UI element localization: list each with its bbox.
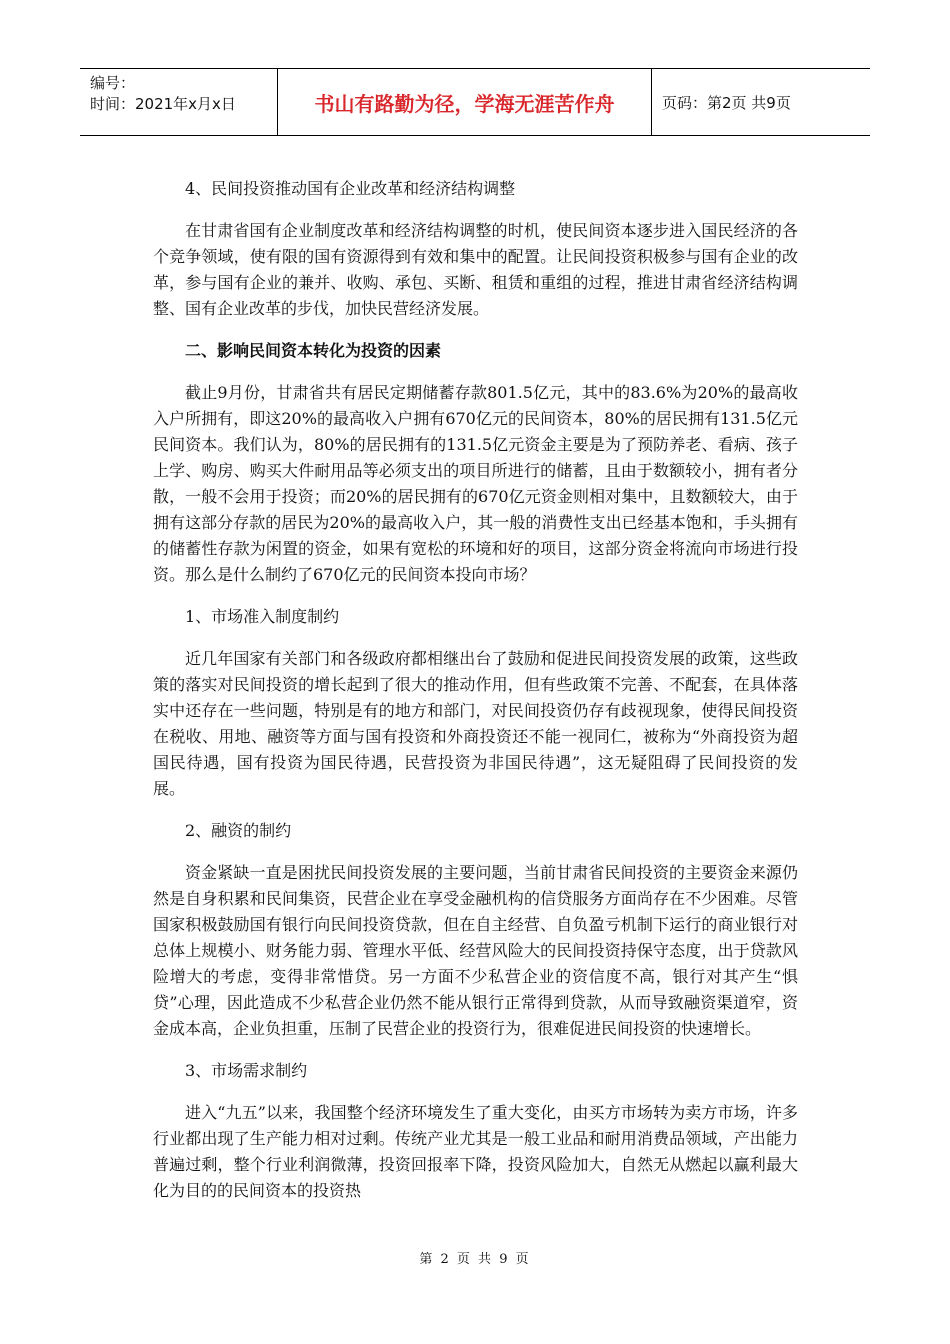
document-number-label: 编号： (90, 74, 136, 92)
subheading-2: 2、融资的制约 (185, 821, 292, 840)
page-footer: 第 2 页 共 9 页 (419, 1252, 531, 1267)
header-meta (80, 69, 278, 135)
paragraph-intro: 截止9月份，甘肃省共有居民定期储蓄存款801.5亿元，其中的83.6%为20%的最高收入户所拥有，即这20%的最高收入户拥有670亿元的民间资本，80%的居民拥有131.5亿元民间资本。我们认为，80%的居民拥有的131.5亿元资金主要是为了预防养老、看病、孩子上学、购房、购买大件耐用品等必须支出的项目所进行的储蓄，且由于数额较小，拥有者分散，一般不会用于投资；而20%的居民拥有的670亿元资金则相对集中，且数额较大，由于拥有这部分存款的居民为20%的最高收入户，其一般的消费性支出已经基本饱和，手头拥有的储蓄性存款为闲置的资金，如果有宽松的环境和好的项目，这部分资金将流向市场进行投资。那么是什么制约了670亿元的民间资本投向市场？ (153, 383, 798, 584)
section-heading-2: 二、影响民间资本转化为投资的因素 (185, 341, 442, 360)
header-motto: 书山有路勤为径，学海无涯苦作舟 (278, 69, 652, 135)
subheading-1: 1、市场准入制度制约 (185, 607, 340, 626)
subheading-3: 3、市场需求制约 (185, 1061, 308, 1080)
paragraph-2: 资金紧缺一直是困扰民间投资发展的主要问题，当前甘肃省民间投资的主要资金来源仍然是自身积累和民间集资，民营企业在享受金融机构的信贷服务方面尚存在不少困难。尽管国家积极鼓励国有银行向民间投资贷款，但在自主经营、自负盈亏机制下运行的商业银行对总体上规模小、财务能力弱、管理水平低、经营风险大的民间投资持保守态度，出于贷款风险增大的考虑，变得非常惜贷。另一方面不少私营企业的资信度不高，银行对其产生“惧贷”心理，因此造成不少私营企业仍然不能从银行正常得到贷款，从而导致融资渠道窄，资金成本高，企业负担重，压制了民营企业的投资行为，很难促进民间投资的快速增长。 (153, 863, 798, 1038)
paragraph-4: 在甘肃省国有企业制度改革和经济结构调整的时机，使民间资本逐步进入国民经济的各个竞争领域，使有限的国有资源得到有效和集中的配置。让民间投资积极参与国有企业的改革，参与国有企业的兼并、收购、承包、买断、租赁和重组的过程，推进甘肃省经济结构调整、国有企业改革的步伐，加快民营经济发展。 (153, 221, 798, 318)
document-body (153, 176, 798, 1204)
header-page-info: 页码：第2页 共9页 (662, 93, 791, 112)
paragraph-1: 近几年国家有关部门和各级政府都相继出台了鼓励和促进民间投资发展的政策，这些政策的落实对民间投资的增长起到了很大的推动作用，但有些政策不完善、不配套，在具体落实中还存在一些问题，特别是有的地方和部门，对民间投资仍存有歧视现象，使得民间投资在税收、用地、融资等方面与国有投资和外商投资还不能一视同仁，被称为“外商投资为超国民待遇，国有投资为国民待遇，民营投资为非国民待遇”，这无疑阻碍了民间投资的发展。 (153, 649, 798, 798)
document-time: 时间：2021年x月x日 (90, 95, 236, 113)
subheading-4: 4、民间投资推动国有企业改革和经济结构调整 (185, 179, 516, 198)
page-header (80, 68, 870, 136)
paragraph-3: 进入“九五”以来，我国整个经济环境发生了重大变化，由买方市场转为卖方市场，许多行业都出现了生产能力相对过剩。传统产业尤其是一般工业品和耐用消费品领域，产出能力普遍过剩，整个行业利润微薄，投资回报率下降，投资风险加大，自然无从燃起以赢利最大化为目的的民间资本的投资热 (153, 1103, 798, 1200)
